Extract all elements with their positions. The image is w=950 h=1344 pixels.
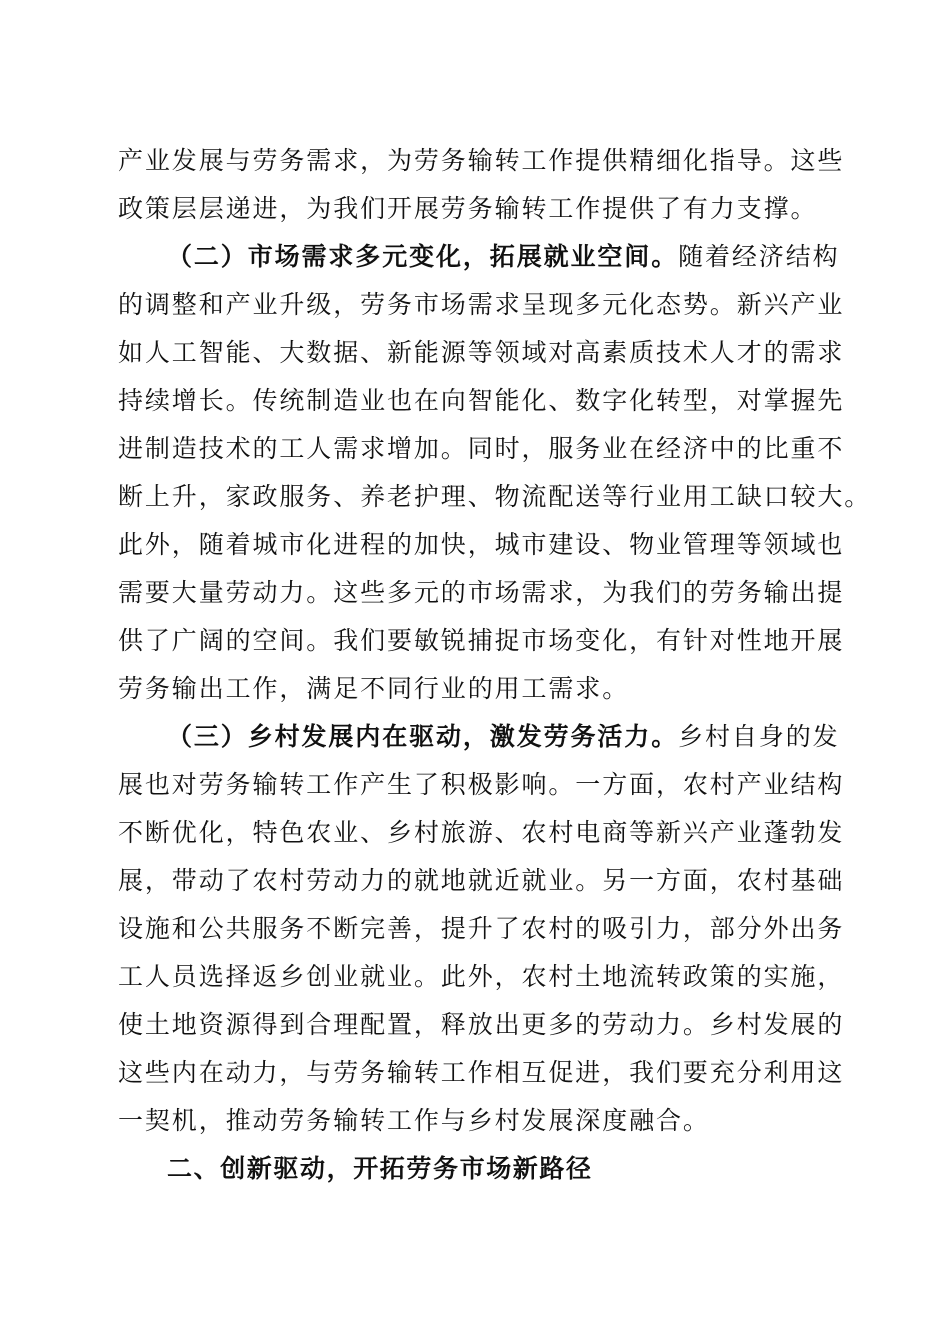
- text-line: 断上升，家政服务、养老护理、物流配送等行业用工缺口较大。: [118, 482, 872, 511]
- text-line: 需要大量劳动力。这些多元的市场需求，为我们的劳务输出提: [118, 578, 845, 607]
- text-line: 的调整和产业升级，劳务市场需求呈现多元化态势。新兴产业: [118, 290, 845, 319]
- text-line: 如人工智能、大数据、新能源等领域对高素质技术人才的需求: [118, 338, 845, 367]
- text-line: 劳务输出工作，满足不同行业的用工需求。: [118, 674, 630, 703]
- paragraph-2: [118, 233, 872, 713]
- text-line: 持续增长。传统制造业也在向智能化、数字化转型，对掌握先: [118, 386, 845, 415]
- text-line: 使土地资源得到合理配置，释放出更多的劳动力。乡村发展的: [118, 1010, 845, 1039]
- text-line: 这些内在动力，与劳务输转工作相互促进，我们要充分利用这: [118, 1058, 845, 1087]
- subheading-2: （二）市场需求多元变化，拓展就业空间。: [167, 242, 679, 271]
- text-line: 供了广阔的空间。我们要敏锐捕捉市场变化，有针对性地开展: [118, 626, 845, 655]
- paragraph-first-line: [118, 233, 840, 281]
- document-page: [118, 137, 872, 1193]
- text-line: 进制造技术的工人需求增加。同时，服务业在经济中的比重不: [118, 434, 845, 463]
- paragraph-1: [118, 137, 845, 233]
- text-line: 工人员选择返乡创业就业。此外，农村土地流转政策的实施，: [118, 962, 845, 991]
- text-line: 政策层层递进，为我们开展劳务输转工作提供了有力支撑。: [118, 194, 818, 223]
- subheading-3: （三）乡村发展内在驱动，激发劳务活力。: [167, 722, 679, 751]
- text-line: 不断优化，特色农业、乡村旅游、农村电商等新兴产业蓬勃发: [118, 818, 845, 847]
- text-line: 一契机，推动劳务输转工作与乡村发展深度融合。: [118, 1106, 710, 1135]
- text-run: 随着经济结构: [678, 242, 840, 271]
- text-line: 产业发展与劳务需求，为劳务输转工作提供精细化指导。这些: [118, 146, 845, 175]
- paragraph-3: [118, 713, 845, 1145]
- paragraph-first-line: [118, 713, 840, 761]
- text-run: 乡村自身的发: [678, 722, 840, 751]
- section-heading: 二、创新驱动，开拓劳务市场新路径: [167, 1154, 593, 1183]
- text-line: 展也对劳务输转工作产生了积极影响。一方面，农村产业结构: [118, 770, 845, 799]
- text-line: 设施和公共服务不断完善，提升了农村的吸引力，部分外出务: [118, 914, 845, 943]
- text-line: 展，带动了农村劳动力的就地就近就业。另一方面，农村基础: [118, 866, 845, 895]
- text-line: 此外，随着城市化进程的加快，城市建设、物业管理等领域也: [118, 530, 845, 559]
